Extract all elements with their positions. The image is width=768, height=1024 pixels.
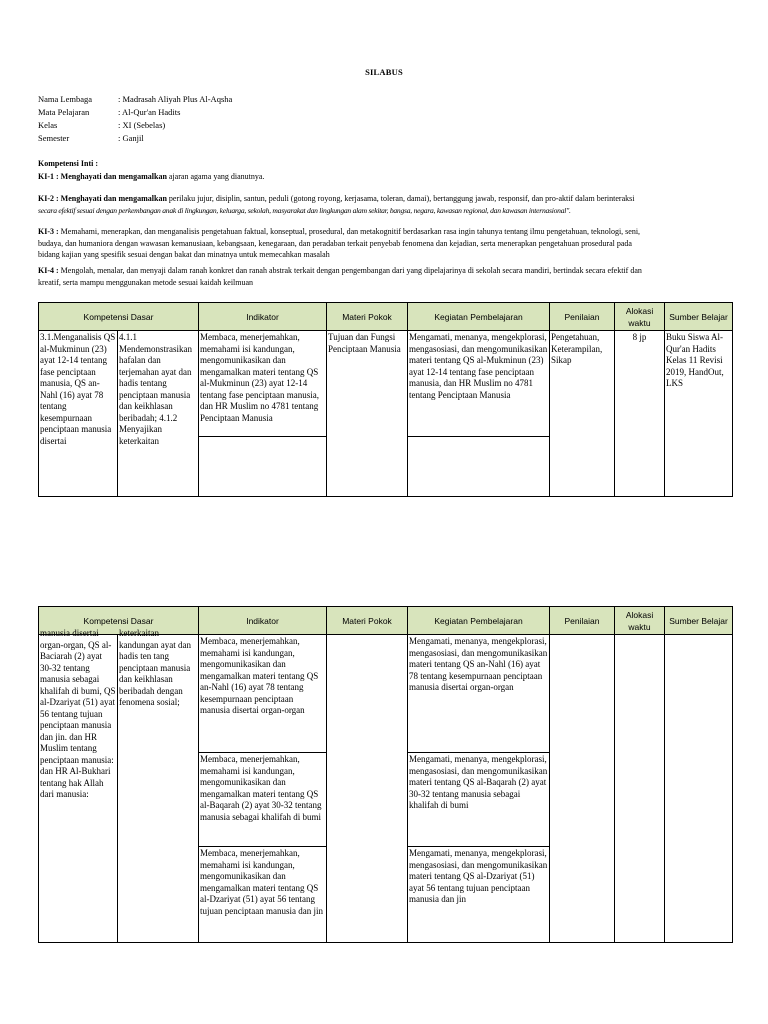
ki-1-text: ajaran agama yang dianutnya. [166,172,265,181]
header-alokasi-2: Alokasi waktu [615,607,665,635]
kd4-cont-text: keterkaitan kandungan ayat dan hadis ten tang penciptaan manusia dan keikhlasan beribadah dengan fenomena sosial; [119,628,191,707]
kd3-cell: 3.1.Menganalisis QS al-Mukminun (23) ayat 12-14 tentang fase penciptaan manusia, QS an-Nahl (16) ayat 78 tentang kesempurnaan penciptaan manusia disertai [39,331,118,497]
header-penilaian-2: Penilaian [550,607,615,635]
kegiatan-cell: Mengamati, menanya, mengekplorasi, mengasosiasi, dan mengomunikasikan materi tentang QS al-Mukminun (23) ayat 12-14 tentang fase penciptaan manusia, dan HR Muslim no 4781 tentang Penciptaan Manusia [408,331,550,437]
ki-3-text-cont2: bidang kajian yang spesifik sesuai dengan bakat dan minatnya untuk memecahkan masalah [38,250,330,259]
ki-heading: Kompetensi Inti : [38,159,98,168]
alokasi-cont-cell [615,635,665,943]
kegiatan-row-1: Mengamati, menanya, mengekplorasi, mengasosiasi, dan mengomunikasikan materi tentang QS an-Nahl (16) ayat 78 tentang kesempurnaan penciptaan manusia disertai organ-organ [408,635,550,753]
kegiatan-row-3: Mengamati, menanya, mengekplorasi, mengasosiasi, dan mengomunikasikan materi tentang QS al-Dzariyat (51) ayat 56 tentang tujuan penciptaan manusia dan jin [408,847,550,943]
indikator-row-2: Membaca, menerjemahkan, memahami isi kandungan, mengomunikasikan dan mengamalkan materi tentang QS al-Baqarah (2) ayat 30-32 tentang manusia sebagai khalifah di bumi [199,753,327,847]
identity-value-semester: : Ganjil [118,133,144,143]
header-kompetensi-dasar: Kompetensi Dasar [39,303,199,331]
header-kegiatan-2: Kegiatan Pembelajaran [408,607,550,635]
ki-3-text-cont: budaya, dan humaniora dengan wawasan kemanusiaan, kebangsaan, kenegaraan, dan peradaban terkait penyebab fenomena dan kejadian, serta menerapkan pengetahuan prosedural pada [38,239,632,248]
sumber-cell: Buku Siswa Al-Qur'an Hadits Kelas 11 Revisi 2019, HandOut, LKS [665,331,733,497]
identity-label-semester: Semester [38,133,70,143]
header-penilaian: Penilaian [550,303,615,331]
ki-4-tag: KI-4 : [38,266,59,275]
header-materi-pokok: Materi Pokok [327,303,408,331]
penilaian-cell: Pengetahuan, Keterampilan, Sikap [550,331,615,497]
kd3-cont-text: manusia disertai organ-organ, QS al-Baciarah (2) ayat 30-32 tentang manusia sebagai khalifah di bumi, QS al-Dzariyat (51) ayat 56 tentang tujuan penciptaan manusia dan jin. dan HR Muslim tentang penciptaan manusia: dan HR Al-Bukhari tentang hak Allah dari manusia: [40,628,116,799]
penilaian-cont-cell [550,635,615,943]
ki-2-text: perilaku jujur, disiplin, santun, peduli (gotong royong, kerjasama, toleran, damai), bertanggung jawab, responsif, dan pro-aktif dalam berinteraksi [166,194,635,203]
syllabus-table-2 [38,606,733,943]
alokasi-cell: 8 jp [615,331,665,497]
kd4-cell: 4.1.1 Mendemonstrasikan hafalan dan terjemahan ayat dan hadis tentang penciptaan manusia dan keikhlasan beribadah; 4.1.2 Menyajikan keterkaitan [118,331,199,497]
kegiatan-empty [408,437,550,497]
header-alokasi: Alokasi waktu [615,303,665,331]
indikator-cell: Membaca, menerjemahkan, memahami isi kandungan, mengomunikasikan dan mengamalkan materi tentang QS al-Mukminun (23) ayat 12-14 tentang fase penciptaan manusia, dan HR Muslim no 4781 tentang Penciptaan Manusia [199,331,327,437]
sumber-cont-cell [665,635,733,943]
indikator-row-1: Membaca, menerjemahkan, memahami isi kandungan, mengomunikasikan dan mengamalkan materi tentang QS an-Nahl (16) ayat 78 tentang kesempurnaan penciptaan manusia disertai organ-organ [199,635,327,753]
syllabus-table-1 [38,302,733,497]
identity-label-kelas: Kelas [38,120,58,130]
identity-block [38,93,438,149]
ki-3-tag: KI-3 : [38,227,59,236]
identity-value-kelas: : XI (Sebelas) [118,120,166,130]
ki-1 [38,171,732,183]
indikator-empty [199,437,327,497]
materi-cell: Tujuan dan Fungsi Penciptaan Manusia [327,331,408,497]
identity-label-lembaga: Nama Lembaga [38,94,93,104]
header-kompetensi-dasar-2: Kompetensi Dasar [39,607,199,635]
ki-2-text-cont: secara efektif sesuai dengan perkembangan anak di lingkungan, keluarga, sekolah, masyarakat dan lingkungan alam sekitar, bangsa, negara, kawasan regional, dan kawasan internasional". [38,206,571,215]
header-materi-pokok-2: Materi Pokok [327,607,408,635]
ki-4 [38,265,732,277]
indikator-row-3: Membaca, menerjemahkan, memahami isi kandungan, mengomunikasikan dan mengamalkan materi tentang QS al-Dzariyat (51) ayat 56 tentang tujuan penciptaan manusia dan jin [199,847,327,943]
ki-2-tag: KI-2 : Menghayati dan mengamalkan [38,194,167,203]
ki-4-text-cont: kreatif, serta mampu menggunakan metode sesuai kaidah keilmuan [38,278,254,287]
header-kegiatan: Kegiatan Pembelajaran [408,303,550,331]
kd3-cont-cell [39,628,118,943]
header-indikator-2: Indikator [199,607,327,635]
ki-4-text: Mengolah, menalar, dan menyaji dalam ranah konkret dan ranah abstrak terkait dengan pengembangan dari yang dipelajarinya di sekolah secara mandiri, bertindak secara efektif dan [58,266,642,275]
header-sumber: Sumber Belajar [665,303,733,331]
materi-cont-cell [327,635,408,943]
page-title: SILABUS [365,67,403,77]
identity-label-mapel: Mata Pelajaran [38,107,90,117]
header-indikator: Indikator [199,303,327,331]
ki-1-tag: KI-1 : Menghayati dan mengamalkan [38,172,167,181]
syllabus-table-page-2 [38,606,738,946]
kegiatan-row-2: Mengamati, menanya, mengekplorasi, mengasosiasi, dan mengomunikasikan materi tentang QS al-Baqarah (2) ayat 30-32 tentang manusia sebagai khalifah di bumi [408,753,550,847]
kd4-cont-cell [118,628,199,943]
ki-3 [38,226,732,238]
ki-2 [38,193,732,205]
syllabus-table-page-1 [38,302,738,464]
identity-value-mapel: : Al-Qur'an Hadits [118,107,181,117]
ki-3-text: Memahami, menerapkan, dan menganalisis pengetahuan faktual, konseptual, prosedural, dan metakognitif berdasarkan rasa ingin tahunya tentang ilmu pengetahuan, teknologi, seni, [58,227,641,236]
header-sumber-2: Sumber Belajar [665,607,733,635]
identity-value-lembaga: : Madrasah Aliyah Plus Al-Aqsha [118,94,233,104]
